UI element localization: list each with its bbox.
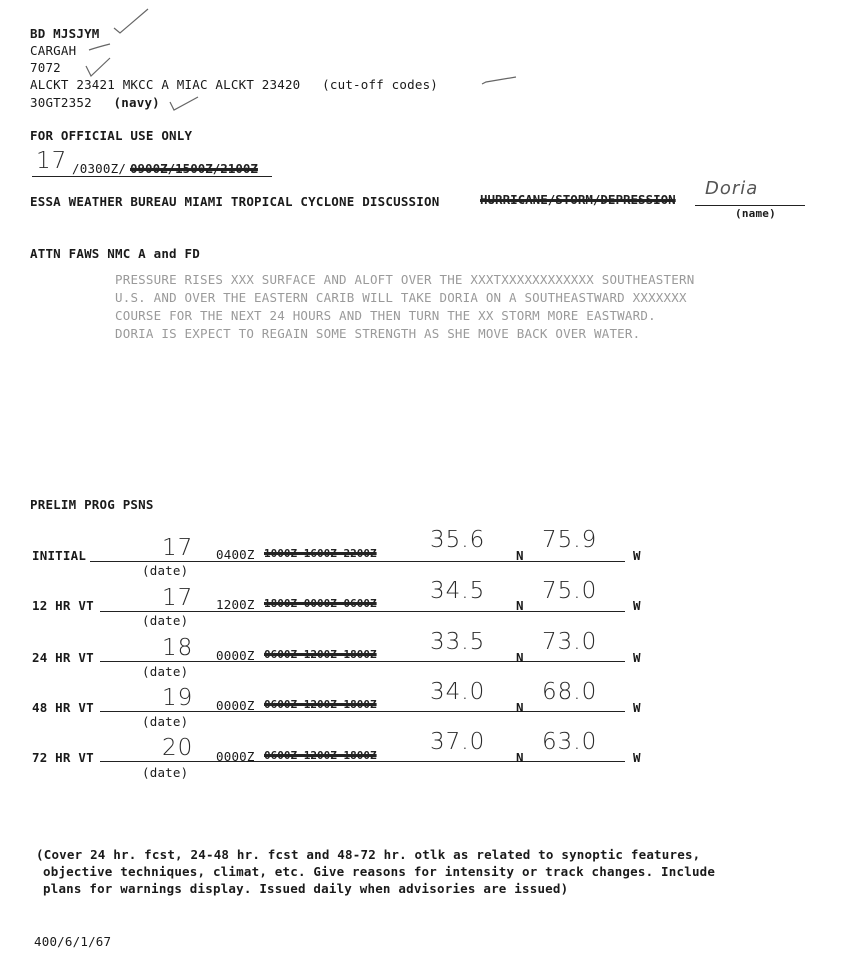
official-use-label: FOR OFFICIAL USE ONLY bbox=[30, 128, 193, 143]
header-line-5 bbox=[30, 95, 160, 110]
prog-row-rule bbox=[100, 711, 625, 712]
discussion-line: PRESSURE RISES XXX SURFACE AND ALOFT OVER THE XXXTXXXXXXXXXXXX SOUTHEASTERN bbox=[115, 272, 695, 287]
instructions-line: (Cover 24 hr. fcst, 24-48 hr. fcst and 48-72 hr. otlk as related to synoptic features, bbox=[36, 847, 701, 862]
discussion-title: ESSA WEATHER BUREAU MIAMI TROPICAL CYCLONE DISCUSSION bbox=[30, 194, 440, 209]
prog-row-time: 0400Z bbox=[216, 547, 255, 562]
dash-mark-icon bbox=[88, 42, 112, 54]
date-sub-label: (date) bbox=[142, 765, 189, 780]
prelim-prog-title: PRELIM PROG PSNS bbox=[30, 497, 154, 512]
prog-row-lon: 68.0 bbox=[542, 679, 598, 705]
storm-name-handwritten: Doria bbox=[705, 178, 759, 199]
handwritten-day: 17 bbox=[36, 148, 68, 174]
prog-row-time: 0000Z bbox=[216, 749, 255, 764]
header-line-1: BD MJSJYM bbox=[30, 26, 100, 41]
checkmark-icon bbox=[168, 94, 202, 112]
prog-row-label: INITIAL bbox=[32, 548, 87, 563]
navy-code: 30GT2352 bbox=[30, 95, 92, 110]
prog-row-lat: 33.5 bbox=[430, 629, 486, 655]
form-number: 400/6/1/67 bbox=[34, 934, 112, 949]
attn-line: ATTN FAWS NMC A and FD bbox=[30, 246, 200, 261]
prog-row-rule bbox=[100, 661, 625, 662]
discussion-line: COURSE FOR THE NEXT 24 HOURS AND THEN TURN THE XX STORM MORE EASTWARD. bbox=[115, 308, 656, 323]
n-label: N bbox=[516, 650, 524, 665]
header-line-4-codes bbox=[30, 77, 438, 92]
prog-row-struck: 0600Z 1200Z 1800Z bbox=[264, 749, 377, 762]
prog-row-rule bbox=[100, 611, 625, 612]
prog-row-time: 0000Z bbox=[216, 698, 255, 713]
w-label: W bbox=[633, 750, 641, 765]
prog-row-time: 0000Z bbox=[216, 648, 255, 663]
n-label: N bbox=[516, 700, 524, 715]
prog-row-struck: 0600Z 1200Z 1800Z bbox=[264, 698, 377, 711]
navy-note: (navy) bbox=[113, 95, 160, 110]
prog-row-lat: 35.6 bbox=[430, 527, 486, 553]
date-sub-label: (date) bbox=[142, 714, 189, 729]
header-line-3: 7072 bbox=[30, 60, 61, 75]
checkmark-icon bbox=[112, 6, 152, 36]
cutoff-codes-note: (cut-off codes) bbox=[322, 77, 439, 92]
prog-row-rule bbox=[90, 561, 625, 562]
prog-row-label: 12 HR VT bbox=[32, 598, 94, 613]
prog-row-lat: 37.0 bbox=[430, 729, 486, 755]
name-rule bbox=[695, 205, 805, 206]
name-label: (name) bbox=[735, 207, 776, 220]
prog-row-lon: 75.0 bbox=[542, 578, 598, 604]
prog-row-date: 19 bbox=[162, 685, 194, 711]
discussion-line: U.S. AND OVER THE EASTERN CARIB WILL TAKE DORIA ON A SOUTHEASTWARD XXXXXXX bbox=[115, 290, 687, 305]
prog-row-lon: 73.0 bbox=[542, 629, 598, 655]
prog-row-date: 17 bbox=[162, 535, 194, 561]
n-label: N bbox=[516, 750, 524, 765]
prog-row-label: 24 HR VT bbox=[32, 650, 94, 665]
prog-row-label: 72 HR VT bbox=[32, 750, 94, 765]
prog-row-label: 48 HR VT bbox=[32, 700, 94, 715]
instructions-line: plans for warnings display. Issued daily when advisories are issued) bbox=[43, 881, 569, 896]
prog-row-time: 1200Z bbox=[216, 597, 255, 612]
prog-row-struck: 1800Z 0000Z 0600Z bbox=[264, 597, 377, 610]
prog-row-lon: 75.9 bbox=[542, 527, 598, 553]
cutoff-codes: ALCKT 23421 MKCC A MIAC ALCKT 23420 bbox=[30, 77, 301, 92]
instructions-line: objective techniques, climat, etc. Give reasons for intensity or track changes. Include bbox=[43, 864, 716, 879]
date-sub-label: (date) bbox=[142, 664, 189, 679]
title-struck-types: HURRICANE/STORM/DEPRESSION bbox=[480, 192, 676, 207]
prog-row-date: 17 bbox=[162, 585, 194, 611]
w-label: W bbox=[633, 650, 641, 665]
w-label: W bbox=[633, 598, 641, 613]
prog-row-lat: 34.5 bbox=[430, 578, 486, 604]
discussion-line: DORIA IS EXPECT TO REGAIN SOME STRENGTH AS SHE MOVE BACK OVER WATER. bbox=[115, 326, 641, 341]
date-sub-label: (date) bbox=[142, 563, 189, 578]
n-label: N bbox=[516, 548, 524, 563]
checkmark-icon bbox=[84, 56, 114, 78]
w-label: W bbox=[633, 548, 641, 563]
prog-row-date: 20 bbox=[162, 735, 194, 761]
dash-mark-icon bbox=[480, 74, 520, 88]
date-time-typed: /0300Z/ bbox=[72, 161, 127, 176]
w-label: W bbox=[633, 700, 641, 715]
prog-row-lat: 34.0 bbox=[430, 679, 486, 705]
n-label: N bbox=[516, 598, 524, 613]
prog-row-lon: 63.0 bbox=[542, 729, 598, 755]
date-sub-label: (date) bbox=[142, 613, 189, 628]
header-line-2: CARGAH bbox=[30, 43, 77, 58]
date-rule bbox=[32, 176, 272, 177]
prog-row-struck: 1000Z 1600Z 2200Z bbox=[264, 547, 377, 560]
prog-row-date: 18 bbox=[162, 635, 194, 661]
date-time-struck: 0900Z/1500Z/2100Z bbox=[130, 161, 258, 176]
prog-row-struck: 0600Z 1200Z 1800Z bbox=[264, 648, 377, 661]
